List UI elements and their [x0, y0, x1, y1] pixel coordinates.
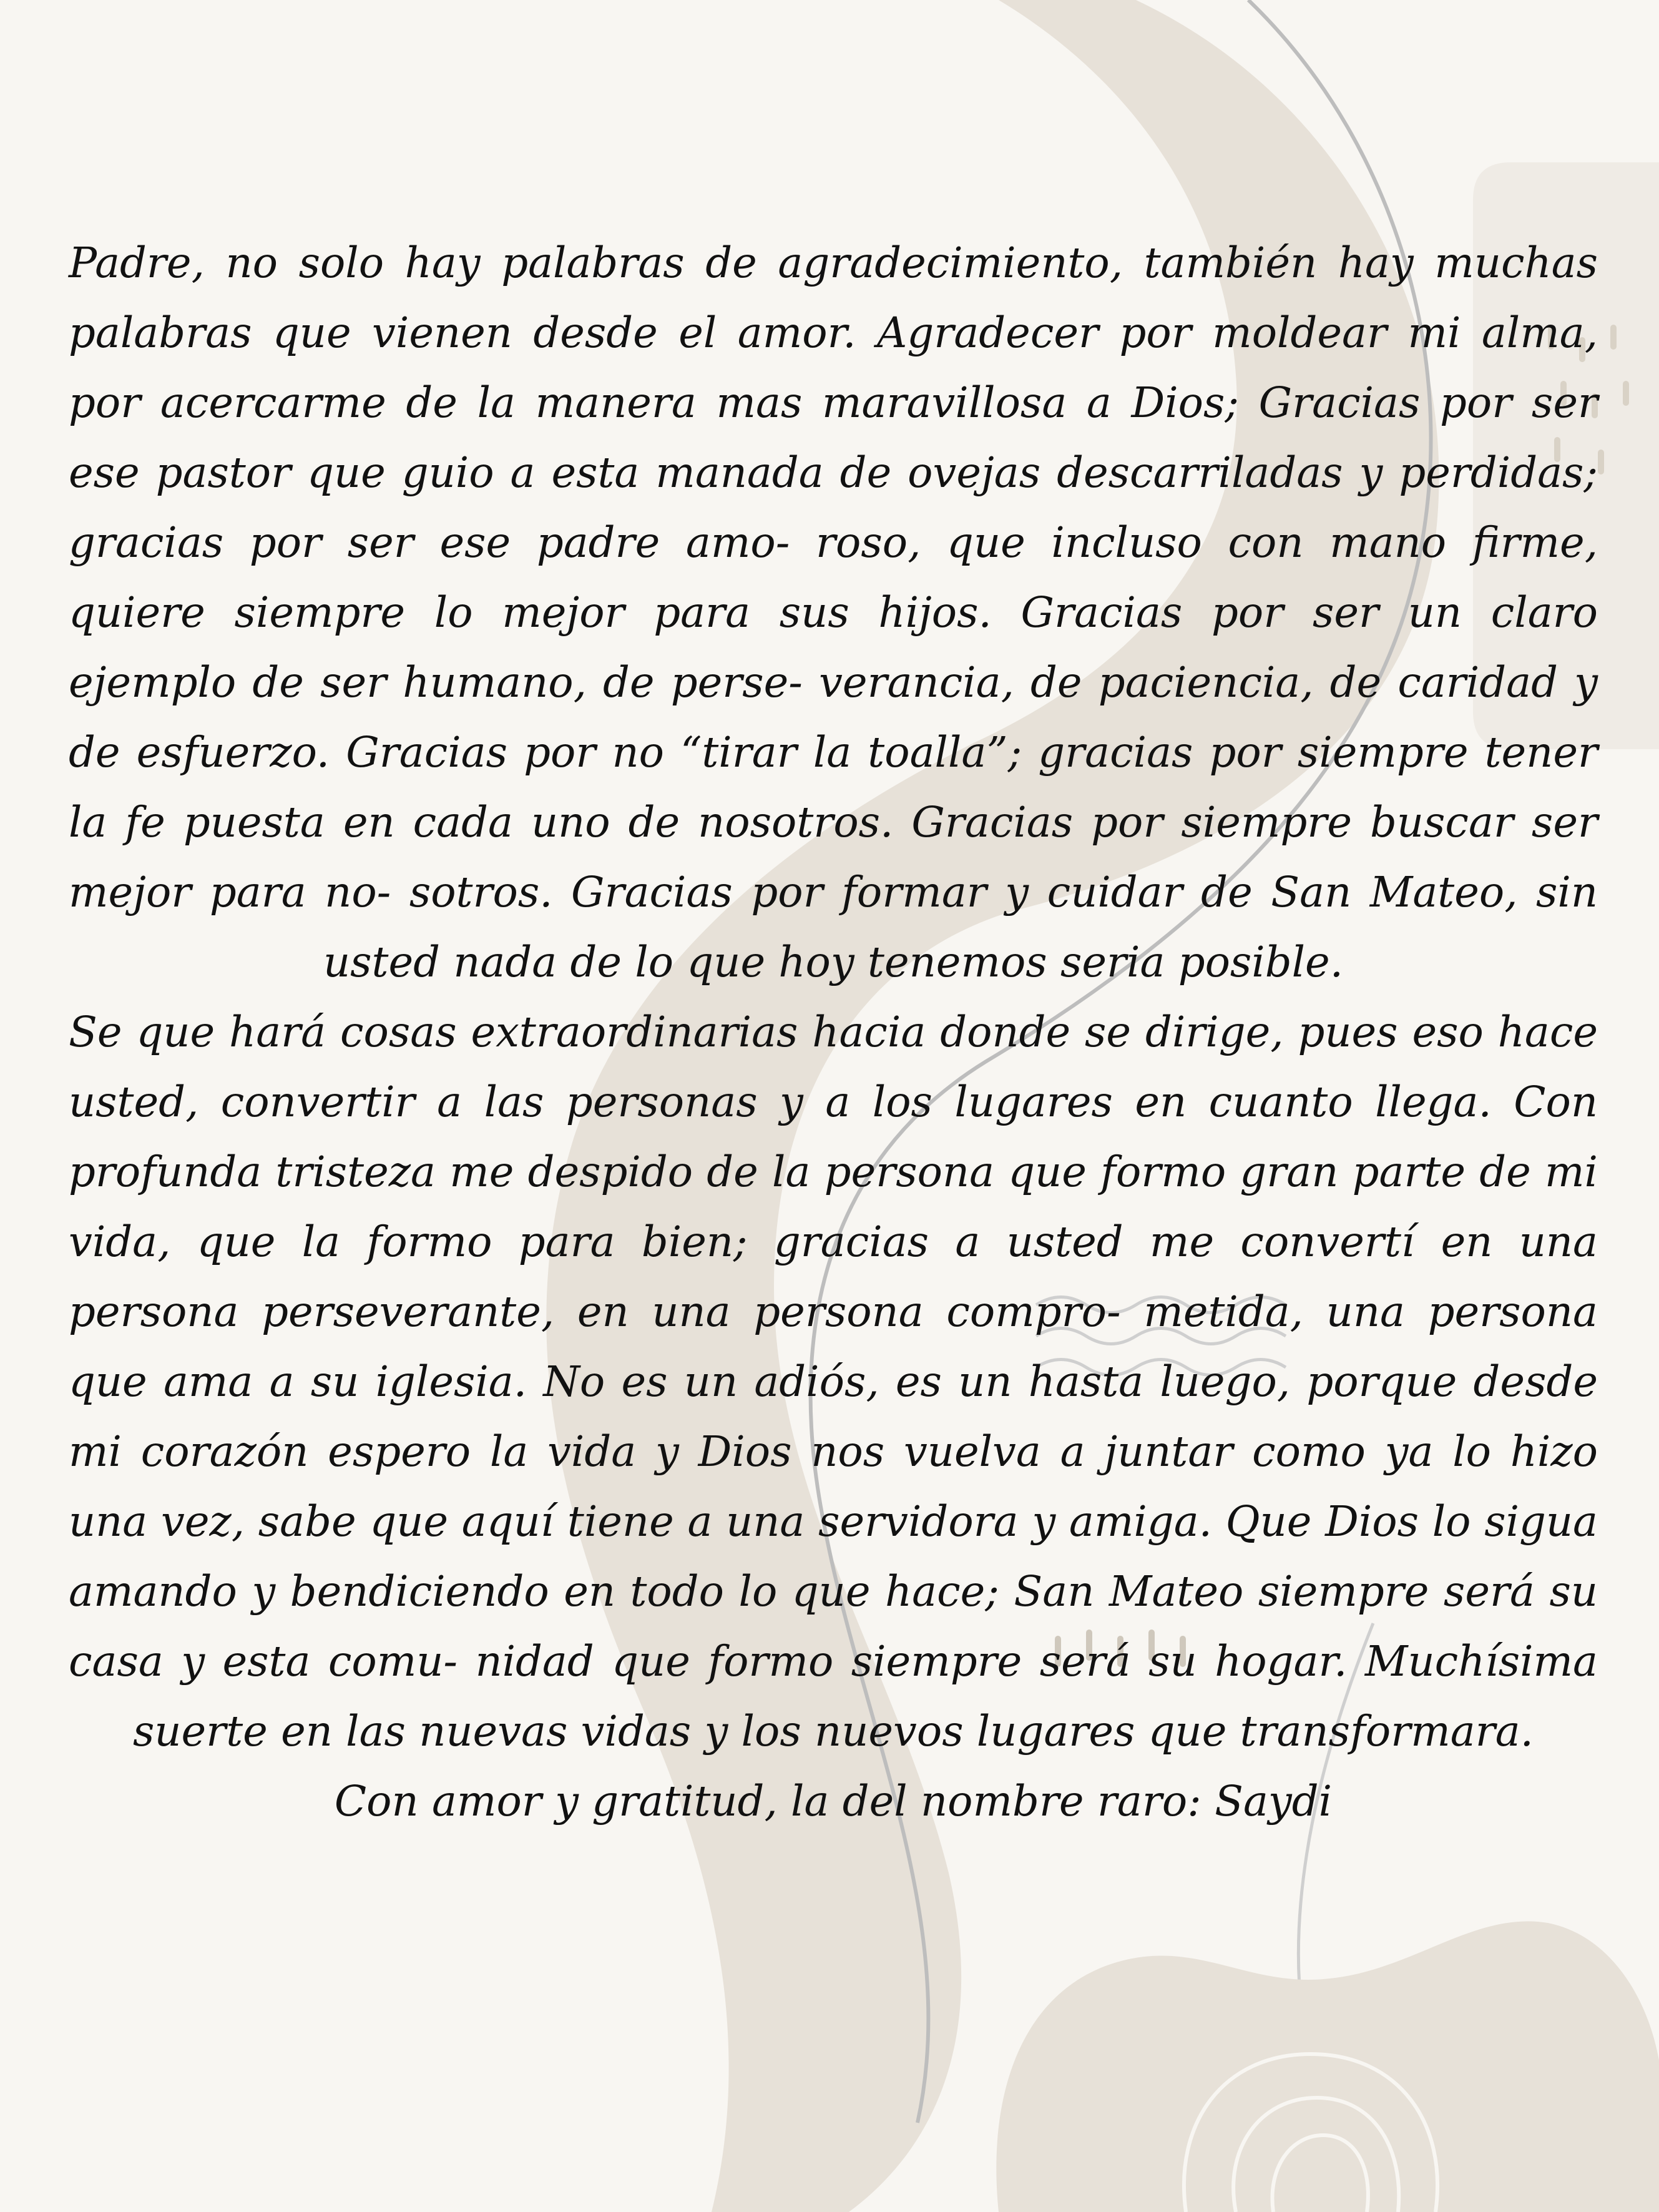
letter-closing-signature: Con amor y gratitud, la del nombre raro: Saydi [334, 1777, 1333, 1826]
letter-paragraph-2: Se que hará cosas extraordinarias hacia donde se dirige, pues eso hace usted, convertir a las personas y a los lugares en cuanto llega. Con profunda tristeza me despido de la persona que formo gran parte de mi vida, que la formo para bien; gracias a usted me convertí en una persona perseverante, en una persona compro- metida, una persona que ama a su iglesia. No es un adiós, es un hasta luego, porque desde mi corazón espero la vida y Dios nos vuelva a juntar como ya lo hizo una vez, sabe que aquí tiene a una servidora y amiga. Que Dios lo sigua amando y bendiciendo en todo lo que hace; San Mateo siempre será su casa y esta comu- nidad que formo siempre será su hogar. Muchísima suerte en las nuevas vidas y los nuevos lugares que transformara. [69, 1008, 1598, 1756]
letter-paragraph-1: Padre, no solo hay palabras de agradecimiento, también hay muchas palabras que vienen desde el amor. Agradecer por moldear mi alma, por acercarme de la manera mas maravillosa a Dios; Gracias por ser ese pastor que guio a esta manada de ovejas descarriladas y perdidas; gracias por ser ese padre amo- roso, que incluso con mano firme, quiere siempre lo mejor para sus hijos. Gracias por ser un claro ejemplo de ser humano, de perse- verancia, de paciencia, de caridad y de esfuerzo. Gracias por no “tirar la toalla”; gracias por siempre tener la fe puesta en cada uno de nosotros. Gracias por siempre buscar ser mejor para no- sotros. Gracias por formar y cuidar de San Mateo, sin usted nada de lo que hoy tenemos seria posible. [69, 238, 1598, 986]
letter-body [69, 228, 1598, 1836]
